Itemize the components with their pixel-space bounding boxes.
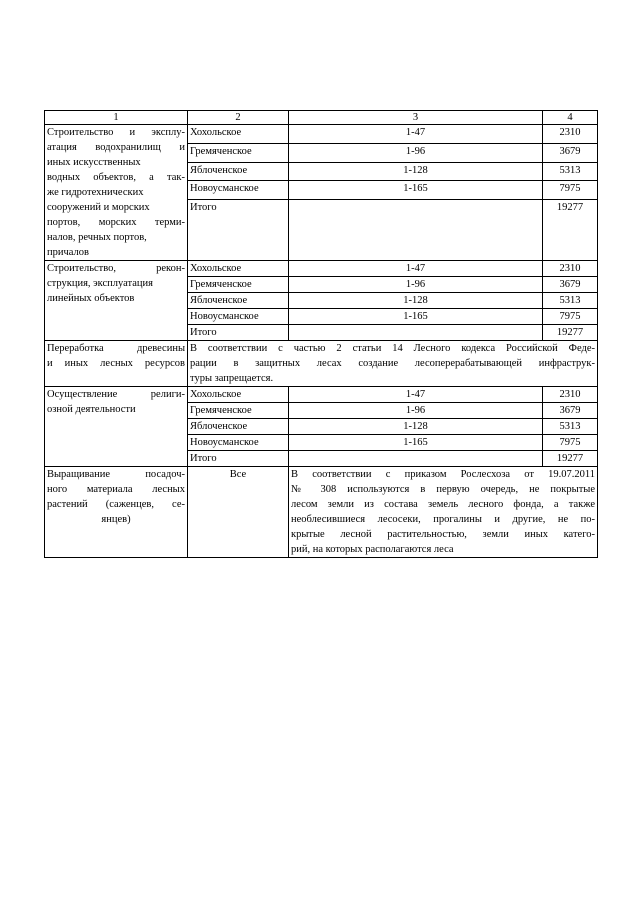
forestry-name: Яблоченское: [188, 162, 289, 181]
area-value: 2310: [543, 261, 598, 277]
forestry-name: Яблоченское: [188, 419, 289, 435]
area-value: 2310: [543, 387, 598, 403]
forestry-name: Гремяченское: [188, 403, 289, 419]
purpose-line: струкция, эксплуатация: [47, 278, 153, 289]
purpose-line: озной деятельности: [47, 404, 136, 415]
column-number: 2: [188, 111, 289, 125]
table-row: [45, 467, 598, 558]
note-line: № 308 используются в первую очередь, не покрытые: [291, 484, 595, 495]
quarter-range: 1-165: [289, 435, 543, 451]
purpose-line: Выращивание посадоч-: [47, 469, 185, 480]
purpose-line: янцев): [101, 514, 131, 525]
purpose-line: портов, морских терми-: [47, 217, 185, 228]
note-line: крытые лесной растительностью, земли иных катего-: [291, 529, 595, 540]
quarter-range: 1-47: [289, 125, 543, 144]
purpose-cell: [45, 387, 188, 467]
purpose-line: Строительство и эксплу-: [47, 127, 185, 138]
table-row: [45, 341, 598, 387]
empty-cell: [289, 200, 543, 261]
purpose-cell: [45, 125, 188, 261]
table-header-row: [45, 111, 598, 125]
purpose-line: иных искусственных: [47, 157, 141, 168]
purpose-line: же гидротехнических: [47, 187, 144, 198]
forestry-name: Новоусманское: [188, 435, 289, 451]
quarter-range: 1-128: [289, 162, 543, 181]
quarter-range: 1-165: [289, 181, 543, 200]
forestry-name: Хохольское: [188, 387, 289, 403]
purpose-cell: [45, 341, 188, 387]
purpose-line: Переработка древесины: [47, 343, 185, 354]
area-value: 3679: [543, 143, 598, 162]
purpose-line: линейных объектов: [47, 293, 135, 304]
note-cell: [289, 467, 598, 558]
total-value: 19277: [543, 200, 598, 261]
forestry-name: Хохольское: [188, 261, 289, 277]
quarter-range: 1-128: [289, 419, 543, 435]
purpose-line: Строительство, рекон-: [47, 263, 185, 274]
table-row: [45, 387, 598, 403]
area-value: 3679: [543, 277, 598, 293]
quarter-range: 1-47: [289, 261, 543, 277]
purpose-line: и иных лесных ресурсов: [47, 358, 185, 369]
forest-use-table: [44, 110, 598, 558]
area-value: 5313: [543, 162, 598, 181]
forestry-name: Хохольское: [188, 125, 289, 144]
empty-cell: [289, 325, 543, 341]
total-value: 19277: [543, 451, 598, 467]
forestry-name: Гремяченское: [188, 277, 289, 293]
purpose-cell: [45, 467, 188, 558]
purpose-line: причалов: [47, 247, 89, 258]
forestry-name: Все: [188, 467, 289, 558]
table-row: [45, 125, 598, 144]
purpose-line: сооружений и морских: [47, 202, 150, 213]
area-value: 2310: [543, 125, 598, 144]
forestry-name: Новоусманское: [188, 181, 289, 200]
area-value: 7975: [543, 181, 598, 200]
column-number: 4: [543, 111, 598, 125]
purpose-line: атация водохранилищ и: [47, 142, 185, 153]
forestry-name: Гремяченское: [188, 143, 289, 162]
purpose-line: растений (саженцев, се-: [47, 499, 185, 510]
note-line: В соответствии с частью 2 статьи 14 Лесного кодекса Российской Феде-: [190, 343, 595, 354]
quarter-range: 1-96: [289, 403, 543, 419]
total-label: Итого: [188, 200, 289, 261]
total-label: Итого: [188, 325, 289, 341]
purpose-line: водных объектов, а так-: [47, 172, 185, 183]
note-line: необлесившиеся лесосеки, прогалины и другие, не по-: [291, 514, 595, 525]
note-line: лесом земли из состава земель лесного фонда, а также: [291, 499, 595, 510]
quarter-range: 1-96: [289, 277, 543, 293]
note-line: В соответствии с приказом Рослесхоза от 19.07.2011: [291, 469, 595, 480]
area-value: 5313: [543, 419, 598, 435]
forestry-name: Яблоченское: [188, 293, 289, 309]
note-cell: [188, 341, 598, 387]
note-line: рий, на которых располагаются леса: [291, 544, 454, 555]
area-value: 7975: [543, 309, 598, 325]
quarter-range: 1-96: [289, 143, 543, 162]
column-number: 3: [289, 111, 543, 125]
area-value: 3679: [543, 403, 598, 419]
note-line: туры запрещается.: [190, 373, 274, 384]
area-value: 7975: [543, 435, 598, 451]
quarter-range: 1-128: [289, 293, 543, 309]
column-number: 1: [45, 111, 188, 125]
total-value: 19277: [543, 325, 598, 341]
area-value: 5313: [543, 293, 598, 309]
quarter-range: 1-165: [289, 309, 543, 325]
purpose-line: налов, речных портов,: [47, 232, 147, 243]
total-label: Итого: [188, 451, 289, 467]
purpose-cell: [45, 261, 188, 341]
empty-cell: [289, 451, 543, 467]
quarter-range: 1-47: [289, 387, 543, 403]
table-row: [45, 261, 598, 277]
purpose-line: ного материала лесных: [47, 484, 185, 495]
forestry-name: Новоусманское: [188, 309, 289, 325]
purpose-line: Осуществление религи-: [47, 389, 185, 400]
note-line: рации в защитных лесах создание лесоперерабатывающей инфраструк-: [190, 358, 595, 369]
